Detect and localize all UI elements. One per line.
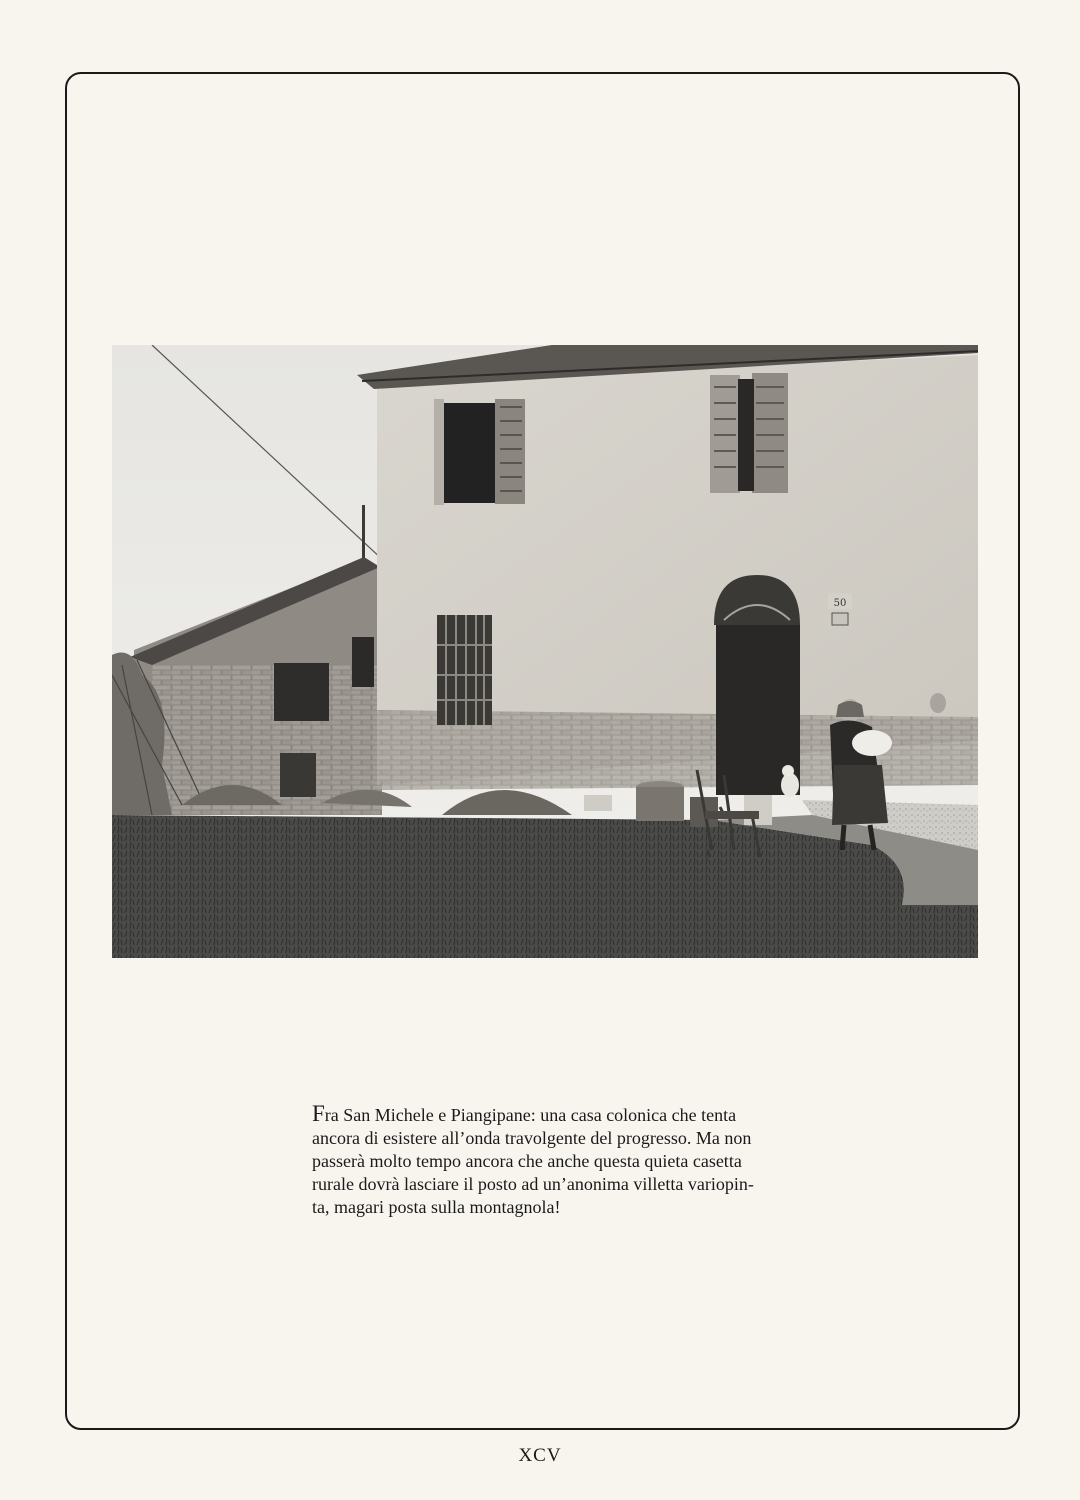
- page-number: XCV: [518, 1445, 562, 1466]
- photo-caption: [312, 1102, 782, 1219]
- caption-line-1: [312, 1102, 782, 1127]
- caption-line-4: rurale dovrà lasciare il posto ad un’anonima villetta variopin-: [312, 1174, 754, 1194]
- caption-line-3: passerà molto tempo ancora che anche questa quieta casetta: [312, 1151, 742, 1171]
- house-number-label: 50: [833, 598, 847, 609]
- caption-line-5: ta, magari posta sulla montagnola!: [312, 1197, 561, 1217]
- farmhouse-photo: [112, 345, 978, 958]
- caption-lead-letter: F: [312, 1101, 325, 1126]
- caption-line-1-text: ra San Michele e Piangipane: una casa colonica che tenta: [324, 1105, 737, 1125]
- caption-line-2: ancora di esistere all’onda travolgente del progresso. Ma non: [312, 1128, 752, 1148]
